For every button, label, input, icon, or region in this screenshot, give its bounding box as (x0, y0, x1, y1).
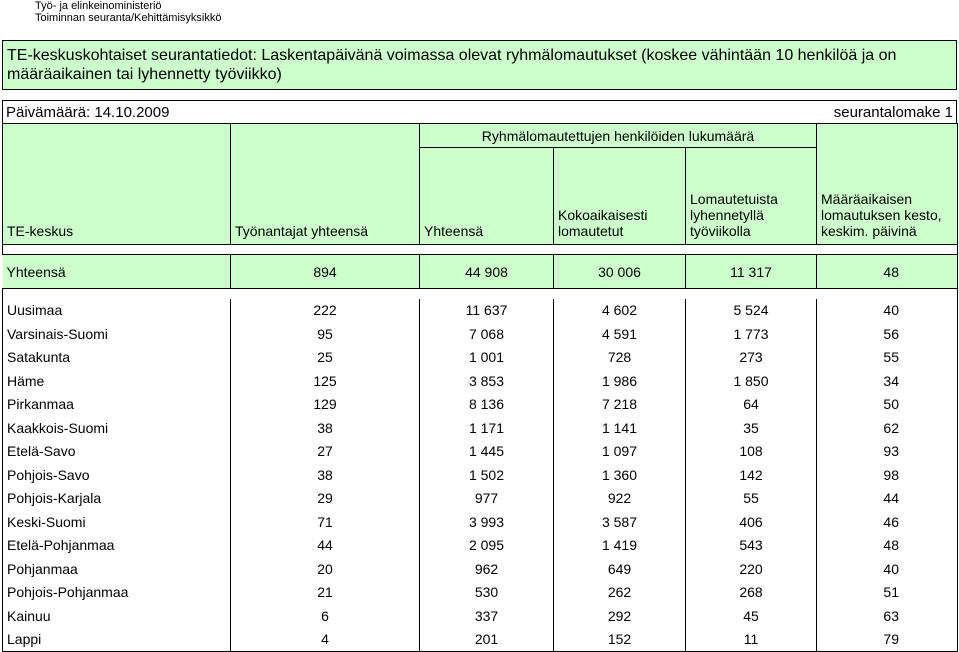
region-name: Pohjois-Savo (3, 463, 231, 487)
region-name: Pirkanmaa (3, 393, 231, 417)
table-row (3, 604, 958, 628)
table-cell: 3 587 (554, 510, 686, 534)
table-cell: 21 (231, 581, 420, 605)
table-cell: 29 (231, 487, 420, 511)
table-cell: 20 (231, 557, 420, 581)
table-cell: 4 591 (554, 322, 686, 346)
table-cell: 543 (686, 534, 817, 558)
table-cell: 38 (231, 463, 420, 487)
table-cell: 337 (420, 604, 554, 628)
table-row (3, 346, 958, 370)
table-cell: 45 (686, 604, 817, 628)
table-cell: 222 (231, 299, 420, 323)
table-cell: 44 (231, 534, 420, 558)
table-row (3, 557, 958, 581)
total-label: Yhteensä (3, 255, 231, 289)
table-cell: 63 (817, 604, 958, 628)
table-cell: 40 (817, 557, 958, 581)
col-header-te-keskus: TE-keskus (3, 124, 231, 245)
table-cell: 649 (554, 557, 686, 581)
table-row (3, 581, 958, 605)
table-row (3, 463, 958, 487)
region-name: Pohjois-Karjala (3, 487, 231, 511)
col-header-shortened-week: Lomautetuista lyhennetyllä työviikolla (686, 148, 817, 245)
total-cell: 894 (231, 255, 420, 289)
table-cell: 7 218 (554, 393, 686, 417)
table-cell: 962 (420, 557, 554, 581)
table-cell: 95 (231, 322, 420, 346)
table-cell: 71 (231, 510, 420, 534)
unit-name: Toiminnan seuranta/Kehittämisyksikkö (35, 12, 222, 24)
table-cell: 5 524 (686, 299, 817, 323)
table-cell: 8 136 (420, 393, 554, 417)
table-cell: 530 (420, 581, 554, 605)
table-cell: 55 (817, 346, 958, 370)
table-cell: 1 850 (686, 369, 817, 393)
table-cell: 55 (686, 487, 817, 511)
table-cell: 1 360 (554, 463, 686, 487)
table-cell: 1 171 (420, 416, 554, 440)
col-header-employers: Työnantajat yhteensä (231, 124, 420, 245)
table-cell: 6 (231, 604, 420, 628)
table-cell: 3 993 (420, 510, 554, 534)
table-row (3, 416, 958, 440)
table-row (3, 510, 958, 534)
table-cell: 262 (554, 581, 686, 605)
table-cell: 40 (817, 299, 958, 323)
table-cell: 3 853 (420, 369, 554, 393)
table-row (3, 369, 958, 393)
table-row (3, 299, 958, 323)
total-cell: 11 317 (686, 255, 817, 289)
table-cell: 51 (817, 581, 958, 605)
region-name: Pohjanmaa (3, 557, 231, 581)
table-cell: 46 (817, 510, 958, 534)
group-header: Ryhmälomautettujen henkilöiden lukumäärä (420, 124, 817, 148)
table-cell: 1 141 (554, 416, 686, 440)
table-cell: 64 (686, 393, 817, 417)
table-cell: 268 (686, 581, 817, 605)
table-cell: 1 986 (554, 369, 686, 393)
table-cell: 1 445 (420, 440, 554, 464)
region-name: Varsinais-Suomi (3, 322, 231, 346)
total-cell: 48 (817, 255, 958, 289)
table-cell: 1 097 (554, 440, 686, 464)
statistics-table (2, 123, 958, 652)
table-cell: 152 (554, 628, 686, 652)
region-name: Etelä-Pohjanmaa (3, 534, 231, 558)
table-cell: 7 068 (420, 322, 554, 346)
table-cell: 4 602 (554, 299, 686, 323)
table-cell: 406 (686, 510, 817, 534)
date-bar (2, 100, 957, 123)
table-row (3, 534, 958, 558)
table-cell: 273 (686, 346, 817, 370)
table-row (3, 487, 958, 511)
region-name: Uusimaa (3, 299, 231, 323)
total-cell: 44 908 (420, 255, 554, 289)
ministry-name: Työ- ja elinkeinoministeriö (35, 0, 162, 12)
table-row (3, 393, 958, 417)
col-header-full-time: Kokoaikaisesti lomautetut (554, 148, 686, 245)
table-cell: 56 (817, 322, 958, 346)
table-cell: 142 (686, 463, 817, 487)
table-cell: 79 (817, 628, 958, 652)
table-cell: 108 (686, 440, 817, 464)
report-date: Päivämäärä: 14.10.2009 (6, 104, 170, 121)
table-cell: 1 419 (554, 534, 686, 558)
form-label: seurantalomake 1 (833, 104, 953, 121)
region-name: Lappi (3, 628, 231, 652)
table-cell: 50 (817, 393, 958, 417)
table-cell: 728 (554, 346, 686, 370)
table-cell: 25 (231, 346, 420, 370)
col-header-total: Yhteensä (420, 148, 554, 245)
region-name: Etelä-Savo (3, 440, 231, 464)
table-cell: 93 (817, 440, 958, 464)
table-cell: 125 (231, 369, 420, 393)
table-cell: 1 502 (420, 463, 554, 487)
table-cell: 48 (817, 534, 958, 558)
table-cell: 129 (231, 393, 420, 417)
table-row (3, 440, 958, 464)
table-cell: 38 (231, 416, 420, 440)
col-header-duration: Määräaikaisen lomautuksen kesto, keskim. päivinä (817, 124, 958, 245)
region-name: Keski-Suomi (3, 510, 231, 534)
region-name: Häme (3, 369, 231, 393)
region-name: Satakunta (3, 346, 231, 370)
table-cell: 201 (420, 628, 554, 652)
table-cell: 977 (420, 487, 554, 511)
table-cell: 44 (817, 487, 958, 511)
table-cell: 220 (686, 557, 817, 581)
table-row (3, 322, 958, 346)
table-cell: 35 (686, 416, 817, 440)
table-cell: 922 (554, 487, 686, 511)
table-row (3, 628, 958, 652)
table-cell: 2 095 (420, 534, 554, 558)
table-cell: 1 001 (420, 346, 554, 370)
group-header-row (3, 124, 958, 148)
report-title: TE-keskuskohtaiset seurantatiedot: Laskentapäivänä voimassa olevat ryhmälomautukset (koskee vähintään 10 henkilöä ja on määräaikainen tai lyhennetty työviikko) (2, 40, 957, 90)
table-cell: 34 (817, 369, 958, 393)
table-cell: 4 (231, 628, 420, 652)
table-cell: 292 (554, 604, 686, 628)
table-cell: 98 (817, 463, 958, 487)
table-cell: 27 (231, 440, 420, 464)
table-cell: 62 (817, 416, 958, 440)
region-name: Kainuu (3, 604, 231, 628)
table-cell: 11 (686, 628, 817, 652)
table-cell: 11 637 (420, 299, 554, 323)
total-row (3, 255, 958, 289)
region-name: Kaakkois-Suomi (3, 416, 231, 440)
table-cell: 1 773 (686, 322, 817, 346)
region-name: Pohjois-Pohjanmaa (3, 581, 231, 605)
total-cell: 30 006 (554, 255, 686, 289)
